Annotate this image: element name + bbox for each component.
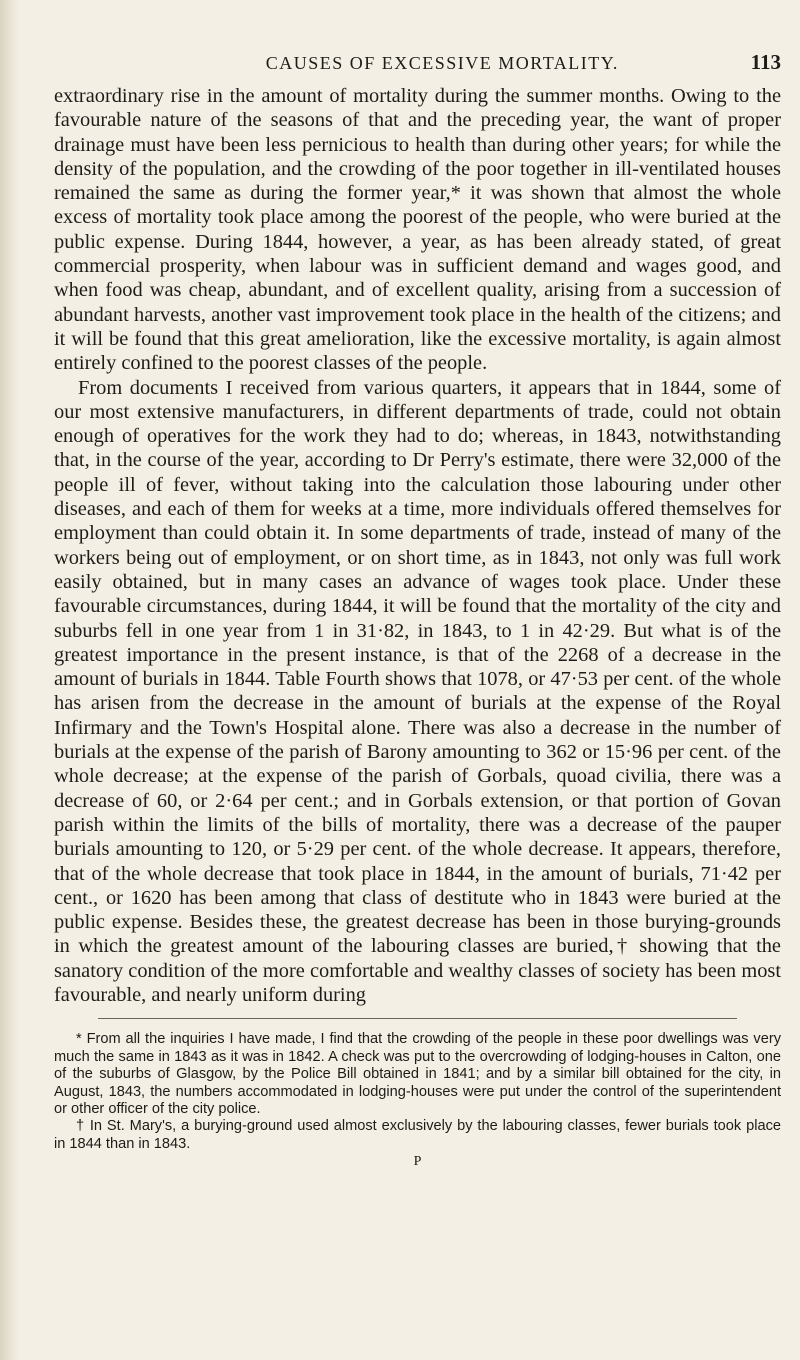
footnote-2: † In St. Mary's, a burying-ground used almost exclusively by the labouring classes, fewer burials took place in 1844 than in 1843. bbox=[54, 1118, 781, 1152]
paragraph-2: From documents I received from various quarters, it appears that in 1844, some of our most extensive manufacturers, in different departments of trade, could not obtain enough of operatives for the work they had to do; whereas, in 1843, notwithstanding that, in the course of the year, according to Dr Perry's estimate, there were 32,000 of the people ill of fever, without taking into the calculation those labouring under other diseases, and each of them for weeks at a time, more individuals offered themselves for employment than could obtain it. In some departments of trade, instead of many of the workers being out of employment, or on short time, as in 1843, not only was full work easily obtained, but in many cases an advance of wages took place. Under these favourable circumstances, during 1844, it will be found that the mortality of the city and suburbs fell in one year from 1 in 31·82, in 1843, to 1 in 42·29. But what is of the greatest importance in the present instance, is that of the 2268 of a decrease in the amount of burials in 1844. Table Fourth shows that 1078, or 47·53 per cent. of the whole has arisen from the decrease in the amount of burials at the expense of the Royal Infirmary and the Town's Hospital alone. There was also a decrease in the number of burials at the expense of the parish of Barony amounting to 362 or 15·96 per cent. of the whole decrease; at the expense of the parish of Gorbals, quoad civilia, there was a decrease of 60, or 2·64 per cent.; and in Gorbals extension, or that portion of Govan parish within the limits of the bills of mortality, there was a decrease of the pauper burials amounting to 120, or 5·29 per cent. of the whole decrease. It appears, therefore, that of the whole decrease that took place in 1844, in the amount of burials, 71·42 per cent., or 1620 has been among that class of destitute who in 1843 were buried at the public expense. Besides these, the greatest decrease has been in those burying-grounds in which the greatest amount of the labouring classes are buried,† showing that the sanatory condition of the more comfortable and wealthy classes of society has been most favourable, and nearly uniform during bbox=[54, 376, 781, 1006]
paragraph-1: extraordinary rise in the amount of mortality during the summer months. Owing to the favourable nature of the seasons of that and the preceding year, the want of proper drainage must have been less pernicious to health than during other years; for while the density of the population, and the crowding of the poor together in ill-ventilated houses remained the same as during the former year,* it was shown that almost the whole excess of mortality took place among the poorest of the people, who were buried at the public expense. During 1844, however, a year, as has been already stated, of great commercial prosperity, when labour was in sufficient demand and wages good, and when food was cheap, abundant, and of excellent quality, arising from a succession of abundant harvests, another vast improvement took place in the health of the citizens; and it will be found that this great amelioration, like the excessive mortality, is again almost entirely confined to the poorest classes of the people. bbox=[54, 85, 781, 375]
running-head bbox=[54, 50, 781, 84]
page-edge-shadow bbox=[0, 0, 20, 1360]
signature-mark: P bbox=[413, 1154, 422, 1170]
body-text bbox=[54, 84, 781, 1007]
running-title: CAUSES OF EXCESSIVE MORTALITY. bbox=[265, 53, 619, 73]
page-number: 113 bbox=[750, 50, 781, 74]
book-page bbox=[54, 50, 781, 1170]
footnote-rule bbox=[98, 1018, 738, 1019]
footnotes bbox=[54, 1031, 781, 1153]
footnote-1: * From all the inquiries I have made, I find that the crowding of the people in these poor dwellings was very much the same in 1843 as it was in 1842. A check was put to the overcrowding of lodging-houses in Calton, one of the suburbs of Glasgow, by the Police Bill obtained in 1841; and by a similar bill obtained for the city, in August, 1843, the numbers accommodated in lodging-houses were put under the control of the superintendent or other officer of the city police. bbox=[54, 1031, 781, 1117]
